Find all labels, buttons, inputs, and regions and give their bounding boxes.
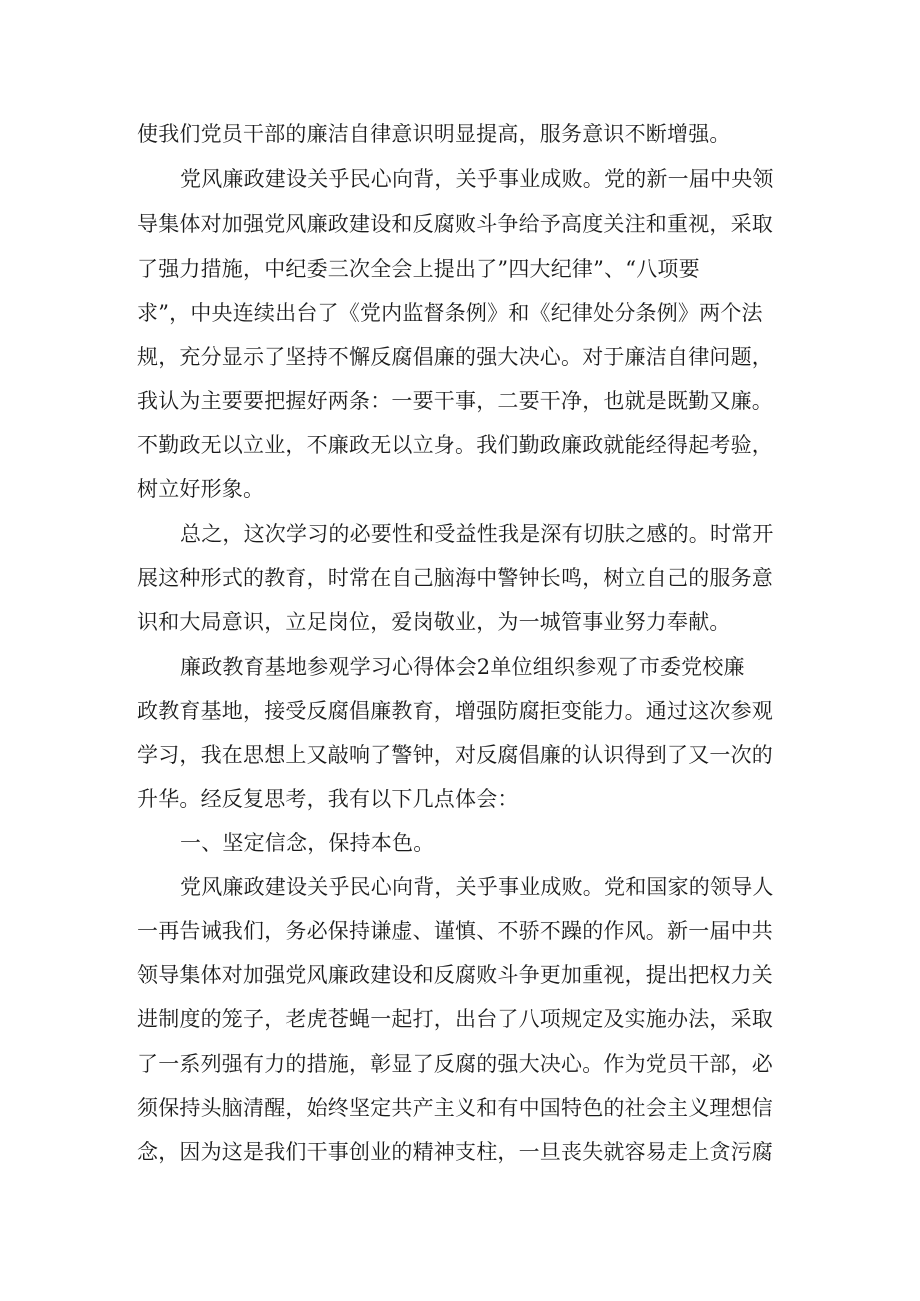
text-line: 升华。经反复思考，我有以下几点体会： — [137, 787, 519, 811]
text-line: 展这种形式的教育，时常在自己脑海中警钟长鸣，树立自己的服务意 — [137, 566, 773, 590]
paragraph-start-line: 总之，这次学习的必要性和受益性我是深有切肤之感的。时常开 — [180, 522, 774, 546]
text-line: 念，因为这是我们干事创业的精神支柱，一旦丧失就容易走上贪污腐 — [137, 1140, 773, 1164]
text-line: 了强力措施，中纪委三次全会上提出了”四大纪律”、“八项要 — [137, 257, 700, 281]
section-heading: 一、坚定信念，保持本色。 — [180, 831, 435, 855]
text-line: 进制度的笼子，老虎苍蝇一起打，出台了八项规定及实施办法，采取 — [137, 1007, 773, 1031]
text-line: 一再告诫我们，务必保持谦虚、谨慎、不骄不躁的作风。新一届中共 — [137, 919, 773, 943]
paragraph-start-line: 廉政教育基地参观学习心得体会2单位组织参观了市委党校廉 — [180, 655, 745, 679]
paragraph-start-line: 党风廉政建设关乎民心向背，关乎事业成败。党的新一届中央领 — [180, 167, 774, 191]
paragraph-start-line: 党风廉政建设关乎民心向背，关乎事业成败。党和国家的领导人 — [180, 875, 774, 899]
text-line: 导集体对加强党风廉政建设和反腐败斗争给予高度关注和重视，采取 — [137, 212, 773, 236]
text-line: 使我们党员干部的廉洁自律意识明显提高，服务意识不断增强。 — [137, 122, 731, 146]
text-line: 求”，中央连续出台了《党内监督条例》和《纪律处分条例》两个法 — [137, 301, 763, 325]
text-line: 领导集体对加强党风廉政建设和反腐败斗争更加重视，提出把权力关 — [137, 963, 773, 987]
text-line: 识和大局意识，立足岗位，爱岗敬业，为一城管事业努力奉献。 — [137, 610, 731, 634]
text-line: 规，充分显示了坚持不懈反腐倡廉的强大决心。对于廉洁自律问题， — [137, 345, 773, 369]
text-line: 树立好形象。 — [137, 477, 265, 501]
text-line: 我认为主要要把握好两条：一要干事，二要干净，也就是既勤又廉。 — [137, 389, 773, 413]
text-line: 了一系列强有力的措施，彰显了反腐的强大决心。作为党员干部，必 — [137, 1052, 773, 1076]
text-line: 政教育基地，接受反腐倡廉教育，增强防腐拒变能力。通过这次参观 — [137, 699, 773, 723]
text-line: 学习，我在思想上又敲响了警钟，对反腐倡廉的认识得到了又一次的 — [137, 743, 773, 767]
text-line: 不勤政无以立业，不廉政无以立身。我们勤政廉政就能经得起考验， — [137, 433, 773, 457]
text-line: 须保持头脑清醒，始终坚定共产主义和有中国特色的社会主义理想信 — [137, 1096, 773, 1120]
